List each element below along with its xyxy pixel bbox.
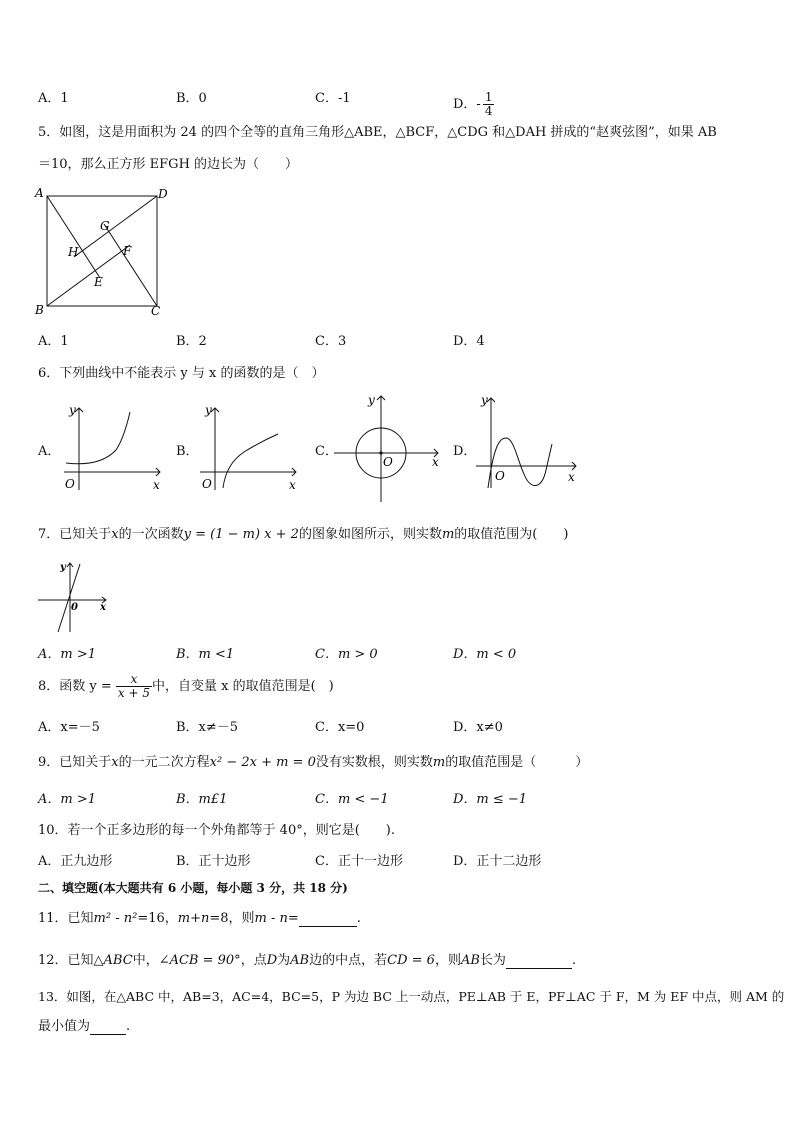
label-c: C — [151, 304, 161, 318]
q4-frac-den: 4 — [484, 104, 493, 118]
q11-post: = — [287, 911, 299, 926]
q10-option-a: A．正九边形 — [38, 854, 113, 869]
line-c-g — [104, 224, 157, 306]
q8-option-c: C．x=0 — [315, 720, 365, 735]
q4-frac-num: 1 — [484, 90, 493, 104]
q6-label-a: A． — [38, 444, 61, 459]
q12-ab2: AB — [460, 953, 480, 968]
q11-mid1: =16， — [137, 911, 178, 926]
q12-d: D — [266, 953, 278, 968]
y-label: y — [368, 393, 375, 407]
q7-question — [38, 527, 568, 543]
line-a-e — [47, 196, 100, 278]
q7-option-a: A．m >1 — [38, 647, 97, 662]
q6-graph-b — [196, 396, 306, 494]
q12-mid3: 为 — [277, 953, 291, 968]
q13-answer-blank[interactable] — [90, 1020, 126, 1035]
q9-option-c: C．m < −1 — [315, 792, 389, 807]
q4-option-d-fraction — [483, 91, 495, 118]
line-d-h — [74, 196, 157, 257]
q6-graph-a — [60, 396, 170, 494]
q6-graph-d — [472, 392, 582, 496]
label-g: G — [100, 219, 110, 233]
x-label: x — [100, 602, 106, 613]
q12-cd: CD = 6 — [387, 953, 435, 968]
label-h: H — [68, 245, 79, 259]
label-e: E — [94, 275, 103, 289]
origin-label: O — [65, 477, 75, 491]
q5-option-b: B．2 — [176, 334, 207, 349]
q6-label-d: D． — [453, 444, 477, 459]
q7-mid2: 的图象如图所示，则实数 — [298, 527, 442, 542]
q9-var-m: m — [432, 755, 446, 770]
q7-option-b: B．m <1 — [176, 647, 235, 662]
q8-question — [38, 672, 334, 702]
label-b: B — [35, 303, 44, 317]
q8-frac-num: x — [116, 673, 152, 687]
q8-fraction — [116, 673, 152, 700]
origin-label: O — [495, 469, 505, 483]
q11-mid2: =8，则 — [209, 911, 255, 926]
q8-pre: 8．函数 y = — [38, 679, 112, 694]
label-d: D — [158, 187, 168, 201]
y-label: y — [69, 403, 76, 417]
q4-option-d — [453, 91, 494, 118]
q10-question: 10．若一个正多边形的每一个外角都等于 40°，则它是( ). — [38, 823, 395, 838]
function-line — [58, 564, 80, 632]
q5-option-d: D．4 — [453, 334, 485, 349]
q12-tri: △ABC — [93, 953, 133, 968]
label-a: A — [35, 186, 44, 200]
q11-expr3: m - n — [254, 911, 288, 926]
q5-zhaoshuang-figure — [30, 183, 170, 321]
q12-mid2: ，点 — [240, 953, 267, 968]
q9-equation: x² − 2x + m = 0 — [209, 755, 316, 770]
q7-line-graph — [36, 560, 112, 636]
q12-answer-blank[interactable] — [506, 954, 572, 969]
q7-pre: 7．已知关于 — [38, 527, 112, 542]
q9-post: 的取值范围是（ ） — [445, 755, 589, 770]
curve — [66, 412, 130, 464]
x-label: x — [289, 478, 296, 492]
q6-label-c: C． — [315, 444, 338, 459]
q9-mid2: 没有实数根，则实数 — [315, 755, 433, 770]
q12-ab: AB — [290, 953, 310, 968]
q4-option-c: C．-1 — [315, 91, 351, 106]
q12-pre: 12．已知 — [38, 953, 94, 968]
label-f: F — [123, 244, 132, 258]
q12-post: 长为 — [479, 953, 506, 968]
q8-option-b: B．x≠－5 — [176, 720, 239, 735]
q10-option-c: C．正十一边形 — [315, 854, 403, 869]
q9-question — [38, 755, 588, 771]
q13-line1: 13．如图，在△ABC 中，AB=3，AC=4，BC=5，P 为边 BC 上一动点，PE⊥AB 于 E，PF⊥AC 于 F，M 为 EF 中点，则 AM 的 — [38, 989, 785, 1004]
origin-label: O — [202, 477, 212, 491]
q13-end: . — [126, 1019, 131, 1034]
q4-option-d-label: D．- — [453, 97, 481, 112]
q13-line2 — [38, 1019, 130, 1035]
q9-option-a: A．m >1 — [38, 792, 97, 807]
q6-label-b: B． — [176, 444, 199, 459]
q11-question — [38, 911, 361, 927]
q12-mid5: ，则 — [434, 953, 461, 968]
q5-line1: 5．如图，这是用面积为 24 的四个全等的直角三角形△ABE，△BCF，△CDG 和△DAH 拼成的“赵爽弦图”，如果 AB — [38, 125, 717, 140]
x-label: x — [432, 455, 439, 469]
q10-option-b: B．正十边形 — [176, 854, 251, 869]
q8-option-d: D．x≠0 — [453, 720, 503, 735]
section-2-heading: 二、填空题(本大题共有 6 小题，每小题 3 分，共 18 分) — [38, 881, 348, 895]
q9-option-d: D．m ≤ −1 — [453, 792, 528, 807]
q12-end: . — [571, 953, 577, 968]
q7-option-c: C．m > 0 — [315, 647, 378, 662]
q8-post: 中，自变量 x 的取值范围是( ) — [152, 679, 334, 694]
q11-answer-blank[interactable] — [299, 912, 357, 927]
q9-var-x: x — [111, 755, 119, 770]
q7-mid1: 的一次函数 — [118, 527, 184, 542]
line-b-g — [47, 245, 130, 306]
y-label: y — [481, 393, 488, 407]
q9-option-b: B．m£1 — [176, 792, 228, 807]
q9-mid1: 的一元二次方程 — [118, 755, 210, 770]
q5-option-c: C．3 — [315, 334, 347, 349]
q10-option-d: D．正十二边形 — [453, 854, 542, 869]
q4-option-a: A．1 — [38, 91, 69, 106]
q11-expr2: m+n — [177, 911, 210, 926]
curve — [223, 434, 278, 488]
q6-graph-c — [326, 390, 446, 506]
q11-pre: 11．已知 — [38, 911, 94, 926]
q6-question: 6．下列曲线中不能表示 y 与 x 的函数的是（ ） — [38, 366, 325, 381]
q12-mid4: 边的中点，若 — [309, 953, 388, 968]
q5-line2: ＝10，那么正方形 EFGH 的边长为（ ） — [38, 157, 299, 172]
q8-frac-den: x + 5 — [117, 686, 151, 700]
q4-option-b: B．0 — [176, 91, 207, 106]
x-label: x — [153, 478, 160, 492]
q12-angle: ∠ACB = 90° — [158, 953, 241, 968]
q13-line2-text: 最小值为 — [38, 1019, 91, 1034]
origin-label: 0 — [71, 602, 78, 613]
q11-end: . — [356, 911, 361, 926]
q7-formula: y = (1 − m) x + 2 — [183, 527, 299, 542]
origin-label: O — [383, 455, 393, 469]
y-label: y — [60, 562, 66, 573]
q7-var-m: m — [441, 527, 455, 542]
outer-square — [47, 196, 157, 306]
q7-option-d: D．m < 0 — [453, 647, 517, 662]
q7-post: 的取值范围为( ) — [454, 527, 569, 542]
q11-expr1: m² - n² — [93, 911, 138, 926]
q8-option-a: A．x=－5 — [38, 720, 100, 735]
q7-var-x: x — [111, 527, 119, 542]
q5-option-a: A．1 — [38, 334, 69, 349]
q9-pre: 9．已知关于 — [38, 755, 112, 770]
x-label: x — [568, 470, 575, 484]
q12-question — [38, 953, 576, 969]
q12-mid1: 中， — [132, 953, 159, 968]
y-label: y — [205, 403, 212, 417]
